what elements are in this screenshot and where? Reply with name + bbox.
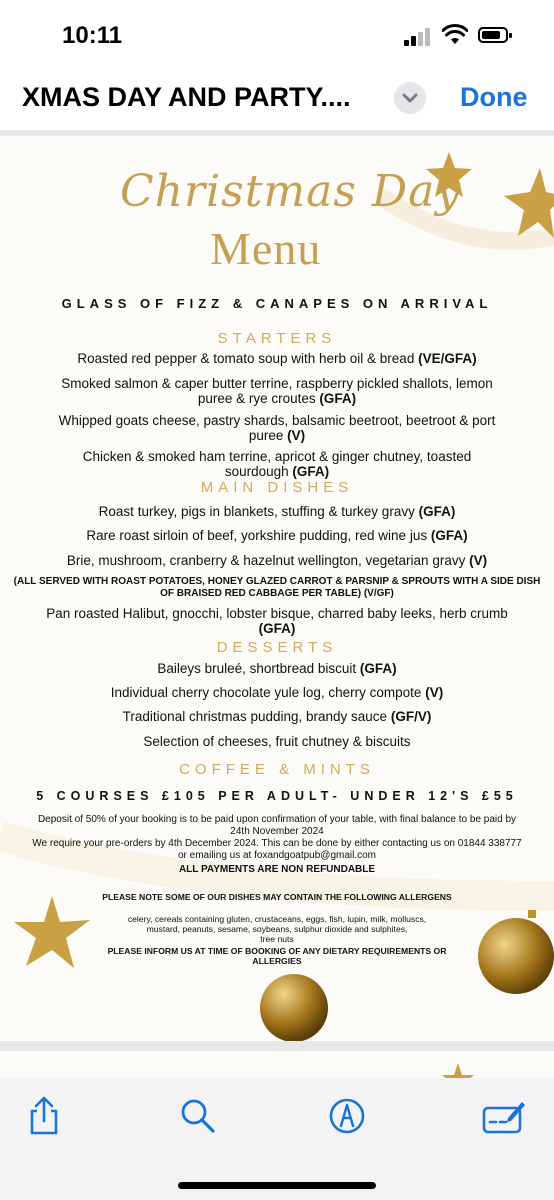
next-page-preview <box>0 1051 554 1078</box>
status-bar <box>0 0 554 70</box>
document-title: XMAS DAY AND PARTY.... <box>22 82 351 112</box>
mains-heading: MAIN DISHES <box>200 479 354 496</box>
gold-bauble-icon <box>258 972 330 1041</box>
main-item: Pan roasted Halibut, gnocchi, lobster bisque, charred baby leeks, herb crumb (GFA) <box>46 606 508 636</box>
markup-icon[interactable] <box>327 1096 367 1136</box>
gold-star-icon <box>500 166 554 246</box>
main-item: Roast turkey, pigs in blankets, stuffing & turkey gravy (GFA) <box>98 504 456 519</box>
dessert-item: Selection of cheeses, fruit chutney & biscuits <box>143 734 411 749</box>
done-button[interactable]: Done <box>460 82 528 112</box>
deposit-info: Deposit of 50% of your booking is to be paid upon confirmation of your table, with final balance to be paid by 24th November 2024 <box>37 814 517 837</box>
wifi-icon <box>442 24 468 46</box>
price-line: 5 COURSES £105 PER ADULT- UNDER 12'S £55 <box>36 789 518 803</box>
battery-icon <box>478 27 508 43</box>
mains-side-note: (ALL SERVED WITH ROAST POTATOES, HONEY GLAZED CARROT & PARSNIP & SPROUTS WITH A SIDE DISH OF BRAISED RED CABBAGE PER TABLE) (V/GF) <box>13 576 541 599</box>
starter-item: Chicken & smoked ham terrine, apricot & ginger chutney, toasted sourdough (GFA) <box>82 449 472 479</box>
non-refundable-note: ALL PAYMENTS ARE NON REFUNDABLE <box>178 864 376 875</box>
desserts-heading: DESSERTS <box>216 639 338 656</box>
menu-script-title: Christmas Day <box>120 166 462 217</box>
status-time: 10:11 <box>62 22 123 49</box>
cellular-signal-icon <box>404 28 434 46</box>
allergen-list: celery, cereals containing gluten, crustaceans, eggs, fish, lupin, milk, molluscs, mustard, peanuts, sesame, soybeans, sulphur dioxide and sulphites, tree nuts <box>127 914 427 944</box>
dietary-inform-note: PLEASE INFORM US AT TIME OF BOOKING OF ANY DIETARY REQUIREMENTS OR ALLERGIES <box>107 946 447 966</box>
chevron-down-icon[interactable] <box>394 82 426 114</box>
preorder-info: We require your pre-orders by 4th December 2024. This can be done by either contacting us on 01844 338777 or emailing us at foxandgoatpub@gmail.com <box>32 838 522 861</box>
starter-item: Roasted red pepper & tomato soup with herb oil & bread (VE/GFA) <box>77 351 477 366</box>
main-item: Brie, mushroom, cranberry & hazelnut wellington, vegetarian gravy (V) <box>66 553 488 568</box>
gold-star-icon <box>440 1061 476 1078</box>
allergen-note: PLEASE NOTE SOME OF OUR DISHES MAY CONTAIN THE FOLLOWING ALLERGENS <box>102 892 452 902</box>
dessert-item: Traditional christmas pudding, brandy sauce (GF/V) <box>122 709 432 724</box>
search-icon[interactable] <box>178 1096 218 1136</box>
menu-page <box>0 136 554 1041</box>
starter-item: Smoked salmon & caper butter terrine, raspberry pickled shallots, lemon puree & rye croutes (GFA) <box>61 376 493 406</box>
dessert-item: Baileys bruleé, shortbread biscuit (GFA) <box>157 661 397 676</box>
share-icon[interactable] <box>24 1096 64 1136</box>
navigation-bar <box>0 70 554 130</box>
starters-heading: STARTERS <box>217 330 337 347</box>
document-viewer[interactable] <box>0 130 554 1078</box>
menu-title: Menu <box>210 223 322 274</box>
arrival-heading: GLASS OF FIZZ & CANAPES ON ARRIVAL <box>61 296 493 311</box>
main-item: Rare roast sirloin of beef, yorkshire pudding, red wine jus (GFA) <box>86 528 468 543</box>
starter-item: Whipped goats cheese, pastry shards, balsamic beetroot, beetroot & port puree (V) <box>58 413 496 443</box>
home-indicator <box>178 1182 376 1189</box>
coffee-heading: COFFEE & MINTS <box>179 761 375 778</box>
annotate-icon[interactable] <box>482 1096 526 1136</box>
dessert-item: Individual cherry chocolate yule log, cherry compote (V) <box>110 685 444 700</box>
